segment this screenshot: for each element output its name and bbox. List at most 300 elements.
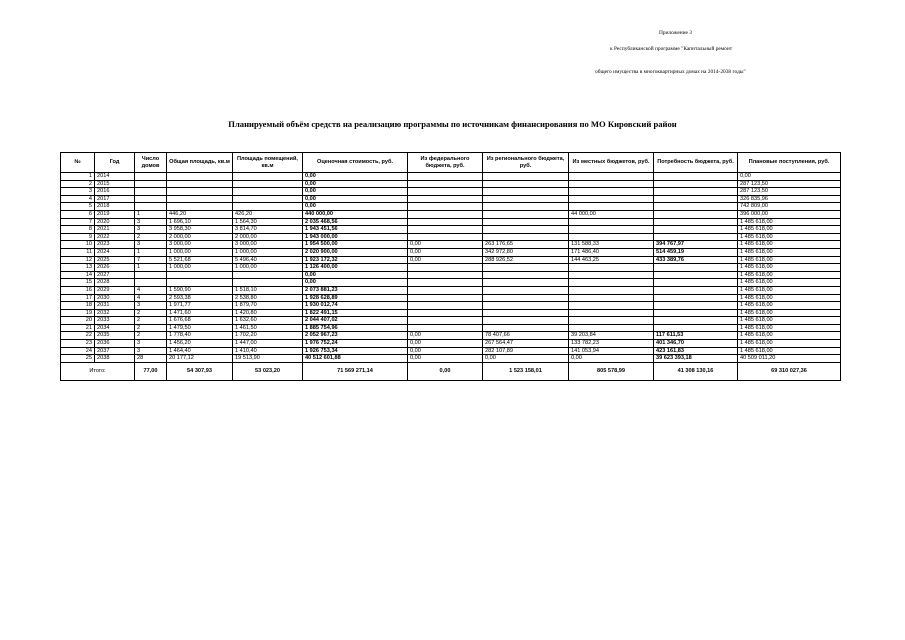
cell-regional [483, 203, 569, 211]
cell-estimated-cost: 2 044 407,02 [303, 317, 408, 325]
cell-local: 44 000,00 [569, 210, 654, 218]
cell-year: 2026 [95, 264, 135, 272]
cell-federal: 0,00 [408, 355, 483, 363]
cell-houses: 4 [135, 286, 167, 294]
cell-number: 4 [61, 195, 95, 203]
table-row [61, 309, 841, 317]
cell-year: 2036 [95, 340, 135, 348]
cell-federal [408, 271, 483, 279]
cell-need [654, 324, 738, 332]
table-row [61, 241, 841, 249]
cell-planned: 326 835,96 [738, 195, 841, 203]
cell-planned: 1 485 618,00 [738, 248, 841, 256]
table-row [61, 332, 841, 340]
cell-regional: 342 972,80 [483, 248, 569, 256]
cell-local [569, 203, 654, 211]
cell-total-area: 1 590,90 [167, 286, 233, 294]
cell-planned: 1 485 618,00 [738, 332, 841, 340]
cell-houses: 2 [135, 317, 167, 325]
cell-estimated-cost: 1 926 753,34 [303, 347, 408, 355]
cell-federal [408, 324, 483, 332]
cell-year: 2025 [95, 256, 135, 264]
cell-number: 17 [61, 294, 95, 302]
cell-local [569, 286, 654, 294]
cell-estimated-cost: 1 928 628,89 [303, 294, 408, 302]
table-row [61, 195, 841, 203]
cell-houses [135, 180, 167, 188]
cell-federal [408, 195, 483, 203]
cell-premises-area: 1 000,00 [233, 264, 303, 272]
cell-estimated-cost: 2 035 468,56 [303, 218, 408, 226]
cell-year: 2018 [95, 203, 135, 211]
cell-federal [408, 264, 483, 272]
cell-federal [408, 180, 483, 188]
col-number: № [61, 153, 95, 173]
cell-regional [483, 324, 569, 332]
cell-number: 10 [61, 241, 95, 249]
cell-regional [483, 226, 569, 234]
col-premises-area: Площадь помещений, кв.м [233, 153, 303, 173]
cell-houses: 2 [135, 309, 167, 317]
cell-federal: 0,00 [408, 332, 483, 340]
table-row [61, 188, 841, 196]
cell-local: 0,00 [569, 355, 654, 363]
cell-planned: 1 485 618,00 [738, 264, 841, 272]
cell-local [569, 226, 654, 234]
cell-planned: 1 485 618,00 [738, 241, 841, 249]
cell-total-area: 3 958,30 [167, 226, 233, 234]
cell-year: 2034 [95, 324, 135, 332]
table-row [61, 210, 841, 218]
cell-need [654, 203, 738, 211]
cell-year: 2016 [95, 188, 135, 196]
cell-year: 2038 [95, 355, 135, 363]
cell-number: 23 [61, 340, 95, 348]
cell-premises-area: 1 461,50 [233, 324, 303, 332]
cell-premises-area [233, 279, 303, 287]
cell-regional [483, 233, 569, 241]
cell-planned: 1 485 618,00 [738, 286, 841, 294]
cell-need: 514 459,19 [654, 248, 738, 256]
table-row [61, 180, 841, 188]
cell-federal [408, 317, 483, 325]
cell-premises-area: 1 702,20 [233, 332, 303, 340]
cell-local [569, 279, 654, 287]
cell-number: 24 [61, 347, 95, 355]
cell-estimated-cost: 0,00 [303, 173, 408, 181]
col-regional-budget: Из регионального бюджета, руб. [483, 153, 569, 173]
cell-houses: 1 [135, 210, 167, 218]
cell-federal [408, 279, 483, 287]
cell-need [654, 302, 738, 310]
cell-houses: 4 [135, 294, 167, 302]
cell-premises-area [233, 271, 303, 279]
cell-local [569, 218, 654, 226]
cell-number: 19 [61, 309, 95, 317]
cell-estimated-cost: 0,00 [303, 188, 408, 196]
cell-premises-area: 3 000,00 [233, 241, 303, 249]
cell-federal: 0,00 [408, 347, 483, 355]
cell-houses: 2 [135, 332, 167, 340]
cell-planned: 40 509 011,20 [738, 355, 841, 363]
cell-estimated-cost: 0,00 [303, 195, 408, 203]
total-estimated-cost: 71 569 271,14 [303, 362, 408, 380]
col-local-budget: Из местных бюджетов, руб. [569, 153, 654, 173]
cell-estimated-cost: 1 943 000,00 [303, 233, 408, 241]
cell-federal [408, 218, 483, 226]
cell-need: 117 611,53 [654, 332, 738, 340]
cell-estimated-cost: 440 000,00 [303, 210, 408, 218]
cell-estimated-cost: 1 126 400,00 [303, 264, 408, 272]
cell-premises-area: 19 513,90 [233, 355, 303, 363]
cell-need [654, 309, 738, 317]
cell-houses [135, 195, 167, 203]
cell-planned: 1 485 618,00 [738, 233, 841, 241]
cell-total-area [167, 203, 233, 211]
cell-local [569, 173, 654, 181]
cell-total-area: 2 593,38 [167, 294, 233, 302]
table-row [61, 340, 841, 348]
cell-local [569, 188, 654, 196]
total-planned: 69 310 027,36 [738, 362, 841, 380]
cell-federal: 0,00 [408, 256, 483, 264]
cell-local: 131 588,33 [569, 241, 654, 249]
cell-regional [483, 195, 569, 203]
table-row [61, 264, 841, 272]
cell-estimated-cost: 2 052 967,23 [303, 332, 408, 340]
table-row [61, 347, 841, 355]
cell-planned: 287 123,50 [738, 188, 841, 196]
cell-year: 2020 [95, 218, 135, 226]
cell-houses: 2 [135, 324, 167, 332]
cell-regional [483, 286, 569, 294]
cell-regional [483, 279, 569, 287]
cell-planned: 1 485 618,00 [738, 302, 841, 310]
cell-number: 20 [61, 317, 95, 325]
cell-estimated-cost: 0,00 [303, 180, 408, 188]
cell-need: 401 346,70 [654, 340, 738, 348]
table-row [61, 302, 841, 310]
cell-premises-area: 1 410,40 [233, 347, 303, 355]
col-estimated-cost: Оценочная стоимость, руб. [303, 153, 408, 173]
table-row [61, 294, 841, 302]
table-row [61, 173, 841, 181]
cell-houses: 3 [135, 340, 167, 348]
col-budget-need: Потребность бюджета, руб. [654, 153, 738, 173]
cell-number: 1 [61, 173, 95, 181]
cell-number: 5 [61, 203, 95, 211]
cell-premises-area [233, 180, 303, 188]
cell-houses [135, 203, 167, 211]
cell-houses: 1 [135, 264, 167, 272]
cell-estimated-cost: 1 923 172,32 [303, 256, 408, 264]
cell-total-area: 446,20 [167, 210, 233, 218]
cell-year: 2023 [95, 241, 135, 249]
cell-total-area: 1 471,60 [167, 309, 233, 317]
cell-planned: 1 485 618,00 [738, 279, 841, 287]
table-row [61, 317, 841, 325]
cell-number: 9 [61, 233, 95, 241]
cell-planned: 287 123,50 [738, 180, 841, 188]
cell-federal [408, 233, 483, 241]
cell-total-area: 1 479,50 [167, 324, 233, 332]
cell-year: 2029 [95, 286, 135, 294]
cell-regional [483, 302, 569, 310]
cell-premises-area: 1 420,80 [233, 309, 303, 317]
cell-houses: 3 [135, 218, 167, 226]
cell-estimated-cost: 1 943 451,56 [303, 226, 408, 234]
cell-estimated-cost: 0,00 [303, 271, 408, 279]
total-federal: 0,00 [408, 362, 483, 380]
cell-total-area: 1 778,40 [167, 332, 233, 340]
cell-year: 2015 [95, 180, 135, 188]
cell-federal: 0,00 [408, 340, 483, 348]
cell-need: 423 161,83 [654, 347, 738, 355]
cell-local [569, 195, 654, 203]
cell-total-area [167, 188, 233, 196]
total-regional: 1 523 158,01 [483, 362, 569, 380]
col-year: Год [95, 153, 135, 173]
cell-planned: 1 485 618,00 [738, 340, 841, 348]
cell-estimated-cost: 1 976 752,24 [303, 340, 408, 348]
cell-houses [135, 188, 167, 196]
cell-total-area: 3 000,00 [167, 241, 233, 249]
cell-need [654, 188, 738, 196]
cell-federal [408, 286, 483, 294]
cell-need [654, 226, 738, 234]
total-need: 41 308 130,16 [654, 362, 738, 380]
cell-premises-area [233, 188, 303, 196]
cell-total-area: 1 971,77 [167, 302, 233, 310]
cell-need [654, 218, 738, 226]
cell-federal [408, 294, 483, 302]
appendix-program-line: к Республиканской программе "Капитальный ремонт [610, 46, 733, 52]
cell-premises-area [233, 173, 303, 181]
cell-planned: 1 485 618,00 [738, 226, 841, 234]
cell-premises-area: 3 814,70 [233, 226, 303, 234]
table-row [61, 324, 841, 332]
cell-houses [135, 279, 167, 287]
cell-need [654, 286, 738, 294]
cell-need: 39 623 393,18 [654, 355, 738, 363]
cell-need [654, 264, 738, 272]
cell-local [569, 271, 654, 279]
table-row [61, 286, 841, 294]
cell-year: 2019 [95, 210, 135, 218]
cell-total-area: 5 521,68 [167, 256, 233, 264]
cell-houses: 3 [135, 226, 167, 234]
cell-estimated-cost: 1 930 012,74 [303, 302, 408, 310]
cell-local [569, 294, 654, 302]
col-planned-income: Плановые поступления, руб. [738, 153, 841, 173]
cell-year: 2024 [95, 248, 135, 256]
cell-number: 18 [61, 302, 95, 310]
total-area: 54 307,93 [167, 362, 233, 380]
cell-local: 133 782,23 [569, 340, 654, 348]
cell-regional: 78 407,66 [483, 332, 569, 340]
col-federal-budget: Из федерального бюджета, руб. [408, 153, 483, 173]
funding-table [60, 152, 841, 381]
cell-houses: 7 [135, 256, 167, 264]
cell-planned: 1 485 618,00 [738, 218, 841, 226]
cell-premises-area: 1 447,00 [233, 340, 303, 348]
cell-regional [483, 180, 569, 188]
cell-need [654, 279, 738, 287]
cell-local [569, 302, 654, 310]
cell-regional [483, 294, 569, 302]
cell-planned: 1 485 618,00 [738, 317, 841, 325]
cell-planned: 1 485 618,00 [738, 294, 841, 302]
total-houses: 77,00 [135, 362, 167, 380]
cell-need [654, 317, 738, 325]
col-total-area: Общая площадь, кв.м [167, 153, 233, 173]
cell-total-area: 1 676,68 [167, 317, 233, 325]
cell-number: 2 [61, 180, 95, 188]
cell-local: 144 463,25 [569, 256, 654, 264]
cell-number: 25 [61, 355, 95, 363]
cell-federal: 0,00 [408, 248, 483, 256]
cell-premises-area: 5 496,40 [233, 256, 303, 264]
cell-federal: 0,00 [408, 241, 483, 249]
cell-houses [135, 173, 167, 181]
cell-premises-area: 1 632,60 [233, 317, 303, 325]
cell-total-area: 1 456,20 [167, 340, 233, 348]
cell-regional: 282 107,89 [483, 347, 569, 355]
table-header [61, 153, 841, 173]
total-local: 805 578,99 [569, 362, 654, 380]
cell-total-area [167, 279, 233, 287]
cell-local [569, 309, 654, 317]
cell-houses: 28 [135, 355, 167, 363]
table-row [61, 233, 841, 241]
cell-regional [483, 210, 569, 218]
cell-total-area [167, 195, 233, 203]
cell-total-area: 1 000,00 [167, 248, 233, 256]
table-row [61, 218, 841, 226]
table-row [61, 256, 841, 264]
cell-federal [408, 203, 483, 211]
cell-estimated-cost: 1 822 491,15 [303, 309, 408, 317]
cell-local: 39 203,84 [569, 332, 654, 340]
cell-premises-area: 1 518,10 [233, 286, 303, 294]
cell-number: 14 [61, 271, 95, 279]
cell-number: 13 [61, 264, 95, 272]
cell-planned: 0,00 [738, 173, 841, 181]
table-body [61, 173, 841, 363]
cell-premises-area: 2 538,80 [233, 294, 303, 302]
cell-estimated-cost: 40 512 601,88 [303, 355, 408, 363]
cell-number: 15 [61, 279, 95, 287]
cell-premises-area: 1 879,70 [233, 302, 303, 310]
cell-premises-area [233, 195, 303, 203]
cell-local [569, 264, 654, 272]
cell-estimated-cost: 2 020 900,00 [303, 248, 408, 256]
cell-need [654, 210, 738, 218]
cell-total-area: 20 177,12 [167, 355, 233, 363]
cell-premises-area: 1 564,30 [233, 218, 303, 226]
cell-total-area: 1 696,10 [167, 218, 233, 226]
col-houses: Число домов [135, 153, 167, 173]
cell-estimated-cost: 1 885 754,96 [303, 324, 408, 332]
cell-estimated-cost: 2 073 881,23 [303, 286, 408, 294]
cell-year: 2033 [95, 317, 135, 325]
cell-federal [408, 210, 483, 218]
cell-total-area: 2 000,00 [167, 233, 233, 241]
cell-regional: 267 564,47 [483, 340, 569, 348]
cell-planned: 1 485 618,00 [738, 324, 841, 332]
cell-federal [408, 302, 483, 310]
total-premises-area: 53 023,20 [233, 362, 303, 380]
cell-premises-area [233, 203, 303, 211]
cell-year: 2032 [95, 309, 135, 317]
cell-houses: 3 [135, 302, 167, 310]
total-row [61, 362, 841, 380]
cell-regional [483, 173, 569, 181]
table-row [61, 203, 841, 211]
cell-number: 11 [61, 248, 95, 256]
cell-number: 7 [61, 218, 95, 226]
table-row [61, 279, 841, 287]
appendix-number: Приложение 3 [659, 30, 692, 36]
cell-regional [483, 309, 569, 317]
cell-estimated-cost: 1 954 500,00 [303, 241, 408, 249]
cell-premises-area: 1 000,00 [233, 248, 303, 256]
cell-planned: 1 485 618,00 [738, 347, 841, 355]
cell-planned: 1 485 618,00 [738, 309, 841, 317]
cell-year: 2014 [95, 173, 135, 181]
cell-local: 141 053,94 [569, 347, 654, 355]
document-title: Планируемый объём средств на реализацию программы по источникам финансирования по МО Кировский район [228, 119, 677, 129]
cell-year: 2037 [95, 347, 135, 355]
cell-regional: 263 176,65 [483, 241, 569, 249]
cell-regional: 0,00 [483, 355, 569, 363]
cell-number: 6 [61, 210, 95, 218]
cell-year: 2021 [95, 226, 135, 234]
cell-need [654, 173, 738, 181]
cell-need [654, 195, 738, 203]
table-row [61, 226, 841, 234]
cell-year: 2027 [95, 271, 135, 279]
cell-houses: 3 [135, 241, 167, 249]
cell-total-area: 1 000,00 [167, 264, 233, 272]
cell-regional [483, 264, 569, 272]
cell-year: 2031 [95, 302, 135, 310]
cell-year: 2035 [95, 332, 135, 340]
cell-regional [483, 188, 569, 196]
cell-need: 433 389,76 [654, 256, 738, 264]
cell-houses [135, 271, 167, 279]
cell-total-area [167, 271, 233, 279]
cell-year: 2017 [95, 195, 135, 203]
cell-local [569, 180, 654, 188]
cell-houses: 3 [135, 347, 167, 355]
cell-total-area: 1 464,40 [167, 347, 233, 355]
total-label: Итого: [61, 362, 135, 380]
cell-regional [483, 271, 569, 279]
cell-need [654, 294, 738, 302]
cell-year: 2030 [95, 294, 135, 302]
cell-need [654, 180, 738, 188]
cell-planned: 396 000,00 [738, 210, 841, 218]
cell-houses: 2 [135, 233, 167, 241]
cell-local: 171 486,40 [569, 248, 654, 256]
cell-federal [408, 188, 483, 196]
cell-estimated-cost: 0,00 [303, 203, 408, 211]
cell-year: 2028 [95, 279, 135, 287]
cell-houses: 1 [135, 248, 167, 256]
cell-estimated-cost: 0,00 [303, 279, 408, 287]
cell-need: 394 767,97 [654, 241, 738, 249]
